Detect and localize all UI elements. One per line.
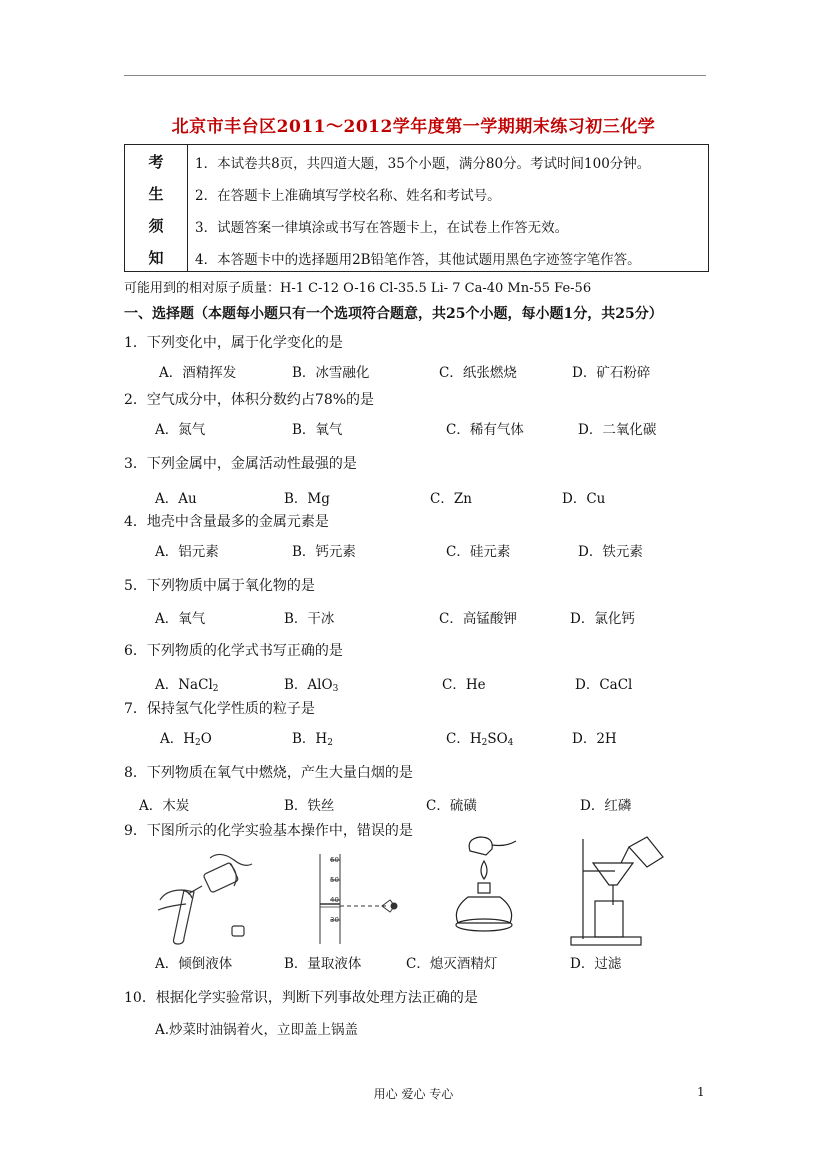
notice-side-char: 生: [148, 185, 164, 203]
header-rule: [124, 75, 706, 76]
option: C．高锰酸钾: [439, 611, 517, 627]
option: B．量取液体: [284, 956, 362, 972]
cylinder-tick: 30: [330, 916, 339, 924]
question-stem: 10．根据化学实验常识，判断下列事故处理方法正确的是: [124, 990, 478, 1006]
option: A．木炭: [139, 798, 190, 814]
notice-side-char: 考: [148, 153, 164, 171]
option: B．冰雪融化: [292, 365, 370, 381]
question-stem: 5．下列物质中属于氧化物的是: [124, 578, 315, 594]
question-stem: 7．保持氢气化学性质的粒子是: [124, 701, 315, 717]
option: A．NaCl$_2$: [155, 677, 219, 694]
option: C．硅元素: [446, 544, 511, 560]
option: D．铁元素: [578, 544, 643, 560]
question-stem: 2．空气成分中，体积分数约占78%的是: [124, 392, 375, 408]
cylinder-tick: 40: [330, 896, 339, 904]
option: D．氯化钙: [570, 611, 635, 627]
option: B．干冰: [284, 611, 335, 627]
notice-item: 1．本试卷共8页，共四道大题，35个小题，满分80分。考试时间100分钟。: [195, 156, 651, 172]
option: B．钙元素: [292, 544, 356, 560]
page-number: 1: [697, 1085, 705, 1099]
cylinder-tick: 50: [330, 876, 339, 884]
option: C．$H_2SO_4$: [446, 731, 514, 748]
option: A．铝元素: [155, 544, 219, 560]
option: D．2H: [572, 731, 617, 747]
option: A.炒菜时油锅着火，立即盖上锅盖: [155, 1022, 359, 1038]
option: D．过滤: [570, 956, 622, 972]
option: D．红磷: [580, 798, 632, 814]
option: D．矿石粉碎: [572, 365, 651, 381]
option: A．氧气: [155, 611, 206, 627]
question-stem: 4．地壳中含量最多的金属元素是: [124, 514, 329, 530]
option: A．倾倒液体: [155, 956, 233, 972]
option: C．He: [442, 677, 486, 693]
option: C．熄灭酒精灯: [406, 956, 498, 972]
page-footer: 用心 爱心 专心: [373, 1087, 454, 1101]
notice-box: [124, 144, 709, 272]
notice-item: 2．在答题卡上准确填写学校名称、姓名和考试号。: [195, 188, 501, 204]
option: C．硫磺: [426, 798, 477, 814]
option: D．二氧化碳: [578, 422, 657, 438]
atomic-masses: 可能用到的相对原子质量：H-1 C-12 O-16 Cl-35.5 Li- 7 Ca-40 Mn-55 Fe-56: [124, 281, 592, 296]
option: A．氮气: [155, 422, 206, 438]
alcohol-lamp-figure: [440, 833, 525, 945]
notice-item: 3．试题答案一律填涂或书写在答题卡上，在试卷上作答无效。: [195, 220, 569, 236]
pouring-liquid-figure: [150, 850, 260, 945]
option: B．Mg: [284, 491, 330, 507]
question-stem: 6．下列物质的化学式书写正确的是: [124, 643, 343, 659]
option: D．Cu: [562, 491, 606, 507]
filtration-figure: [565, 833, 675, 948]
option: C．稀有气体: [446, 422, 524, 438]
question-stem: 9．下图所示的化学实验基本操作中，错误的是: [124, 823, 413, 839]
option: A．Au: [155, 491, 197, 507]
option: C．Zn: [430, 491, 472, 507]
option: C．纸张燃烧: [439, 365, 517, 381]
question-stem: 3．下列金属中，金属活动性最强的是: [124, 456, 357, 472]
question-stem: 1．下列变化中，属于化学变化的是: [124, 335, 343, 351]
notice-item: 4．本答题卡中的选择题用2B铅笔作答，其他试题用黑色字迹签字笔作答。: [195, 252, 641, 268]
option: B．铁丝: [284, 798, 335, 814]
option: A．酒精挥发: [159, 365, 237, 381]
option: B．氧气: [292, 422, 343, 438]
option: A．$H_2O$: [160, 731, 212, 748]
option: B．AlO$_3$: [284, 677, 339, 694]
notice-side-char: 知: [148, 249, 164, 267]
cylinder-tick: 60: [330, 856, 339, 864]
notice-side-label: [125, 145, 188, 271]
page-title: 北京市丰台区2011～2012学年度第一学期期末练习初三化学: [171, 117, 656, 137]
section-heading: 一、选择题（本题每小题只有一个选项符合题意，共25个小题，每小题1分，共25分）: [124, 306, 663, 322]
graduated-cylinder-figure: [310, 850, 410, 945]
question-stem: 8．下列物质在氧气中燃烧，产生大量白烟的是: [124, 765, 413, 781]
notice-side-char: 须: [148, 217, 164, 235]
option: D．CaCl: [575, 677, 633, 693]
option: B．$H_2$: [292, 731, 333, 748]
